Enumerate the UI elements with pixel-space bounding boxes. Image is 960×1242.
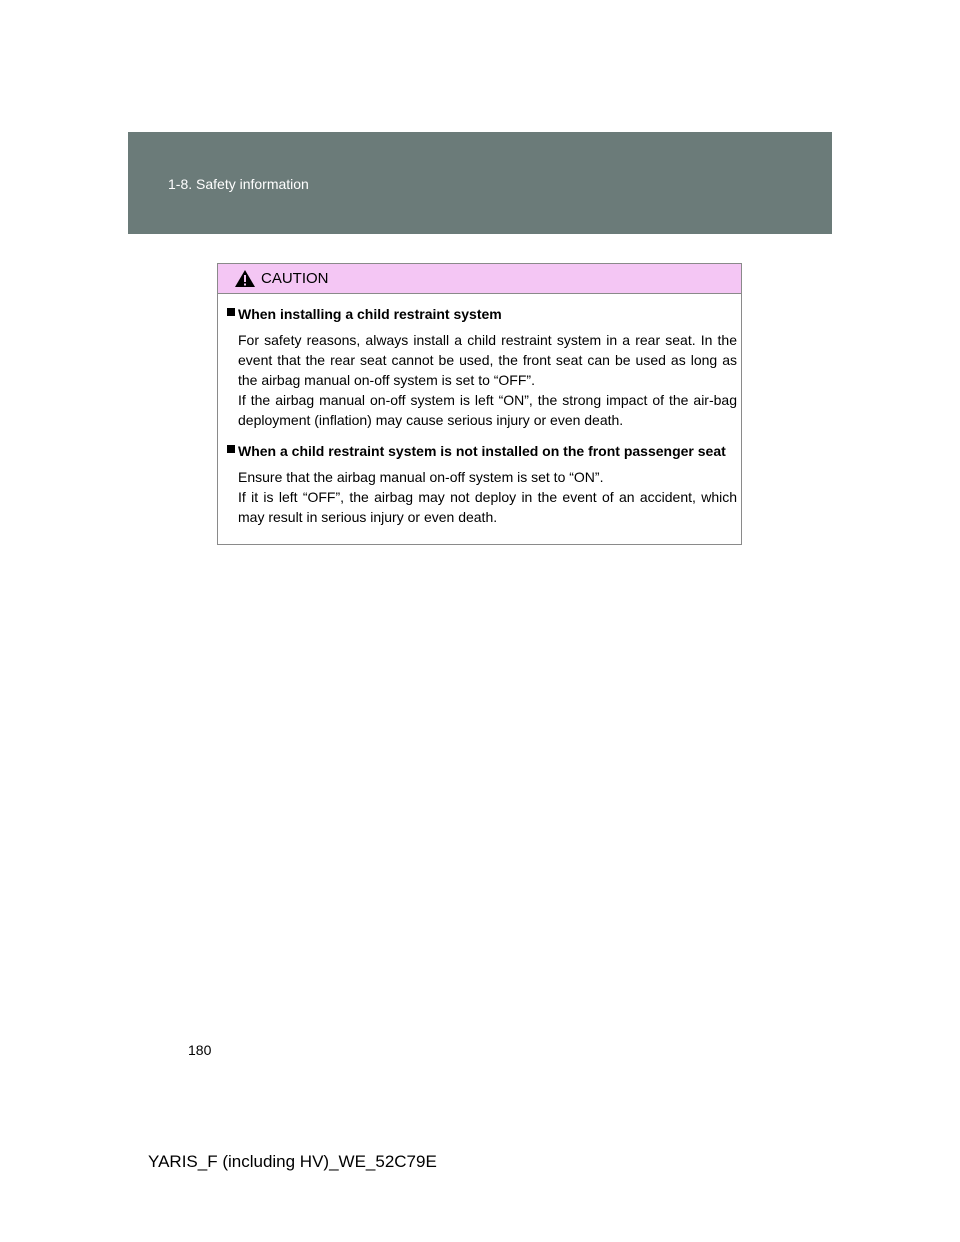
square-bullet-icon (227, 308, 235, 316)
caution-item (222, 304, 737, 430)
caution-item-title: When installing a child restraint system (238, 306, 502, 322)
caution-title: CAUTION (261, 270, 329, 287)
caution-paragraph: If it is left “OFF”, the airbag may not deploy in the event of an accident, which may result in serious injury or even death. (238, 489, 737, 525)
section-header-band (128, 132, 832, 234)
caution-item-title: When a child restraint system is not installed on the front passenger seat (238, 443, 726, 459)
caution-item (222, 441, 737, 527)
caution-paragraph: If the airbag manual on-off system is left “ON”, the strong impact of the air-bag deployment (inflation) may cause serious injury or even death. (238, 392, 737, 428)
caution-paragraph: Ensure that the airbag manual on-off system is set to “ON”. (238, 469, 604, 485)
square-bullet-icon (227, 445, 235, 453)
page-number: 180 (188, 1042, 212, 1058)
warning-triangle-icon (234, 269, 256, 288)
caution-box (217, 263, 742, 545)
caution-body (218, 294, 741, 527)
caution-header (218, 264, 741, 294)
caution-paragraph: For safety reasons, always install a child restraint system in a rear seat. In the event that the rear seat cannot be used, the front seat can be used as long as the airbag manual on-off system is set to “OFF”. (238, 332, 737, 388)
document-id: YARIS_F (including HV)_WE_52C79E (148, 1152, 437, 1171)
section-title: 1-8. Safety information (168, 176, 309, 192)
